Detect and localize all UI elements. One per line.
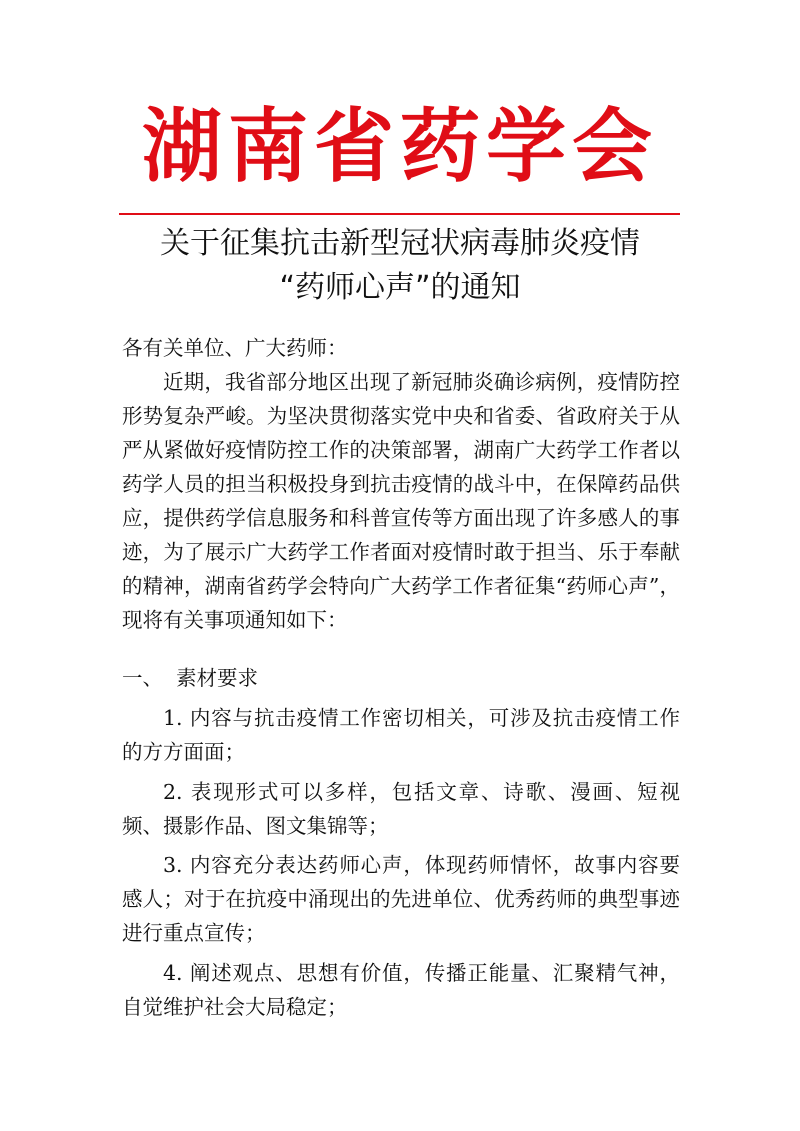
list-item: 1. 内容与抗击疫情工作密切相关，可涉及抗击疫情工作的方方面面； — [122, 706, 680, 764]
organization-header: 湖南省药学会 — [142, 99, 658, 193]
title-line-1: 关于征集抗击新型冠状病毒肺炎疫情 — [160, 226, 640, 261]
section-title: 素材要求 — [176, 666, 258, 690]
document-title — [0, 222, 800, 310]
section-heading — [122, 661, 680, 695]
section-number: 一、 — [122, 666, 163, 690]
header-divider — [119, 213, 680, 215]
list-item: 2. 表现形式可以多样，包括文章、诗歌、漫画、短视频、摄影作品、图文集锦等； — [122, 780, 680, 838]
list-item: 4. 阐述观点、思想有价值，传播正能量、汇聚精气神，自觉维护社会大局稳定； — [122, 961, 680, 1019]
list-item: 3. 内容充分表达药师心声，体现药师情怀，故事内容要感人；对于在抗疫中涌现出的先进单位、优秀药师的典型事迹进行重点宣传； — [122, 853, 680, 945]
salutation: 各有关单位、广大药师： — [122, 336, 348, 360]
intro-paragraph: 近期，我省部分地区出现了新冠肺炎确诊病例，疫情防控形势复杂严峻。为坚决贯彻落实党中央和省委、省政府关于从严从紧做好疫情防控工作的决策部署，湖南广大药学工作者以药学人员的担当积极投身到抗击疫情的战斗中，在保障药品供应，提供药学信息服务和科普宣传等方面出现了许多感人的事迹，为了展示广大药学工作者面对疫情时敢于担当、乐于奉献的精神，湖南省药学会特向广大药学工作者征集“药师心声”，现将有关事项通知如下： — [122, 370, 680, 632]
title-line-2: “药师心声”的通知 — [279, 270, 521, 305]
